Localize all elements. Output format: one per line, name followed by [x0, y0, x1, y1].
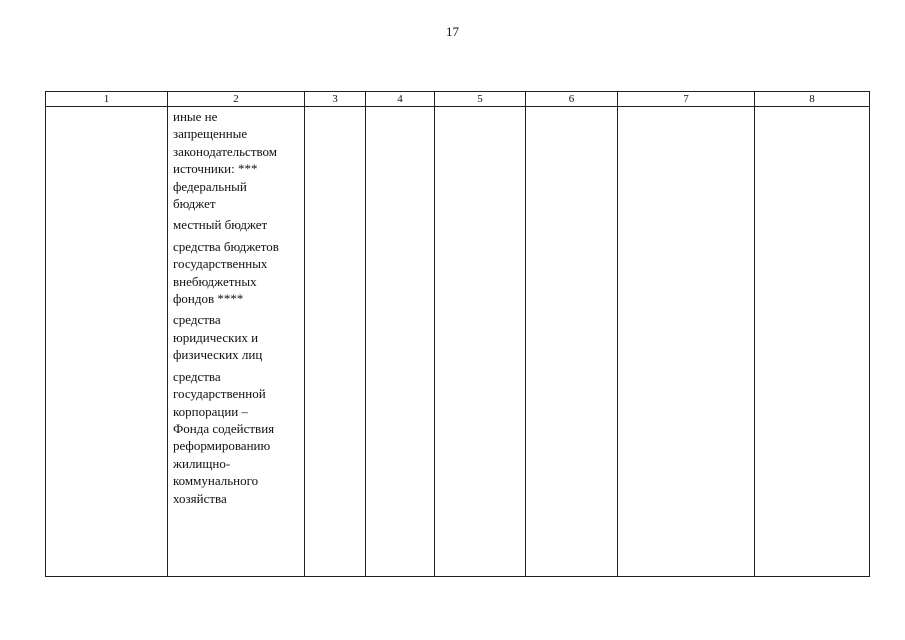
funding-source-legal-entities	[173, 311, 304, 363]
source-line: средства	[173, 368, 221, 384]
source-line: реформированию	[173, 438, 271, 454]
source-line: коммунального	[173, 473, 259, 489]
table-row	[46, 107, 870, 577]
source-line: жилищно-	[173, 455, 231, 471]
source-line: средства	[173, 312, 221, 328]
table-cell-col-8	[755, 107, 870, 577]
funding-source-local-budget	[173, 216, 304, 233]
source-line: государственной	[173, 386, 266, 402]
table-cell-col-4	[366, 107, 435, 577]
source-line: запрещенные	[173, 126, 248, 142]
source-line: местный бюджет	[173, 217, 268, 233]
header-row	[46, 92, 870, 107]
funding-source-extrabudgetary-funds	[173, 238, 304, 308]
column-header-5: 5	[435, 92, 526, 107]
column-header-7: 7	[618, 92, 755, 107]
source-line: юридических и	[173, 329, 259, 345]
table-cell-col-7	[618, 107, 755, 577]
column-header-3: 3	[305, 92, 366, 107]
page-number: 17	[446, 24, 459, 39]
table-cell-col-5	[435, 107, 526, 577]
source-line: Фонда содействия	[173, 420, 275, 436]
data-table	[45, 91, 870, 577]
table-cell-funding-sources	[168, 107, 305, 577]
source-line: физических лиц	[173, 347, 263, 363]
source-line: законодательством	[173, 143, 278, 159]
source-line: корпорации –	[173, 403, 249, 419]
table-cell-col-3	[305, 107, 366, 577]
source-line: бюджет	[173, 196, 216, 212]
funding-source-state-corporation	[173, 368, 304, 507]
column-header-2: 2	[168, 92, 305, 107]
source-line: фондов ****	[173, 291, 244, 307]
column-header-6: 6	[526, 92, 618, 107]
source-line: внебюджетных	[173, 273, 257, 289]
source-line: государственных	[173, 256, 268, 272]
source-line: хозяйства	[173, 490, 227, 506]
funding-source-other	[173, 108, 304, 212]
column-header-4: 4	[366, 92, 435, 107]
column-header-1: 1	[46, 92, 168, 107]
source-line: иные не	[173, 109, 218, 124]
source-line: источники: ***	[173, 161, 258, 177]
table-cell-col-1	[46, 107, 168, 577]
source-line: федеральный	[173, 178, 247, 194]
source-line: средства бюджетов	[173, 238, 279, 254]
column-header-8: 8	[755, 92, 870, 107]
table-cell-col-6	[526, 107, 618, 577]
